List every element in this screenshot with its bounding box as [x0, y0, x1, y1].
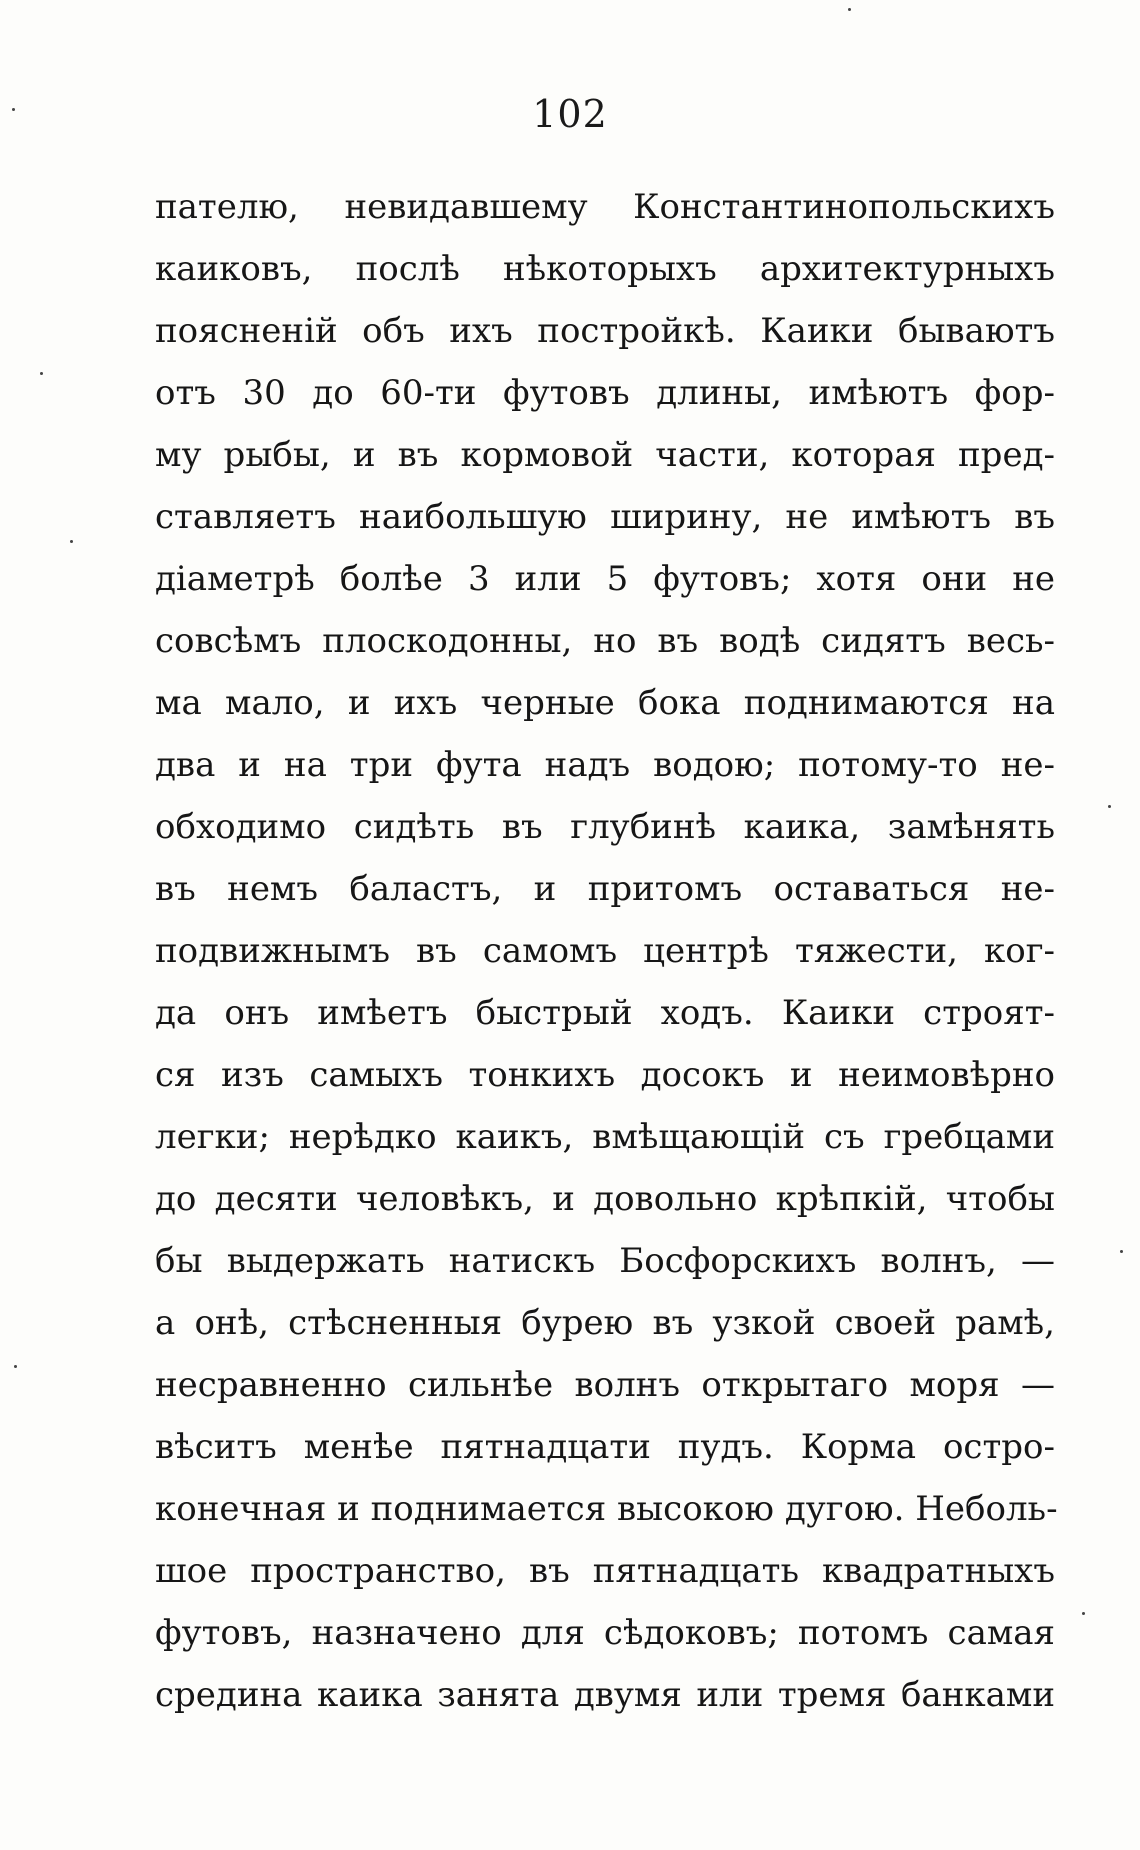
scan-speck: [1108, 805, 1111, 808]
scan-speck: [12, 108, 15, 111]
page-number: 102: [532, 92, 608, 136]
text-line: пателю, невидавшему Константинопольскихъ: [155, 187, 1055, 227]
text-line: ся изъ самыхъ тонкихъ досокъ и неимовѣрно: [155, 1055, 1055, 1095]
scan-speck: [14, 1365, 17, 1368]
text-line: ма мало, и ихъ черные бока поднимаются на: [155, 683, 1055, 723]
text-line: въ немъ баластъ, и притомъ оставаться не-: [155, 869, 1055, 909]
text-line: шое пространство, въ пятнадцать квадратныхъ: [155, 1551, 1055, 1591]
text-line: а онѣ, стѣсненныя бурею въ узкой своей рамѣ,: [155, 1303, 1055, 1343]
text-line: средина каика занята двумя или тремя банками: [155, 1675, 1055, 1715]
text-line: да онъ имѣетъ быстрый ходъ. Каики строят-: [155, 993, 1055, 1033]
scan-speck: [1082, 1612, 1085, 1615]
text-line: до десяти человѣкъ, и довольно крѣпкій, чтобы: [155, 1179, 1055, 1219]
text-line: ставляетъ наибольшую ширину, не имѣютъ въ: [155, 497, 1055, 537]
text-line: поясненій объ ихъ постройкѣ. Каики бываютъ: [155, 311, 1055, 351]
scan-speck: [1120, 1250, 1123, 1253]
scan-speck: [40, 372, 43, 375]
text-line: футовъ, назначено для сѣдоковъ; потомъ самая: [155, 1613, 1055, 1653]
text-line: бы выдержать натискъ Босфорскихъ волнъ, —: [155, 1241, 1055, 1281]
text-line: несравненно сильнѣе волнъ открытаго моря —: [155, 1365, 1055, 1405]
text-line: отъ 30 до 60-ти футовъ длины, имѣютъ фор-: [155, 373, 1055, 413]
text-line: легки; нерѣдко каикъ, вмѣщающій съ гребцами: [155, 1117, 1055, 1157]
body-text: [155, 176, 1058, 1726]
text-line: вѣситъ менѣе пятнадцати пудъ. Корма остро-: [155, 1427, 1055, 1467]
text-line: совсѣмъ плоскодонны, но въ водѣ сидятъ весь-: [155, 621, 1055, 661]
text-line: каиковъ, послѣ нѣкоторыхъ архитектурныхъ: [155, 249, 1055, 289]
text-line: му рыбы, и въ кормовой части, которая пред-: [155, 435, 1055, 475]
scan-speck: [848, 8, 851, 11]
text-line: подвижнымъ въ самомъ центрѣ тяжести, ког-: [155, 931, 1055, 971]
text-line: два и на три фута надъ водою; потому-то не-: [155, 745, 1055, 785]
text-line: обходимо сидѣть въ глубинѣ каика, замѣнять: [155, 807, 1055, 847]
text-line: конечная и поднимается высокою дугою. Неболь-: [155, 1489, 1058, 1529]
scan-speck: [70, 540, 73, 543]
text-line: діаметрѣ болѣе 3 или 5 футовъ; хотя они не: [155, 559, 1055, 599]
